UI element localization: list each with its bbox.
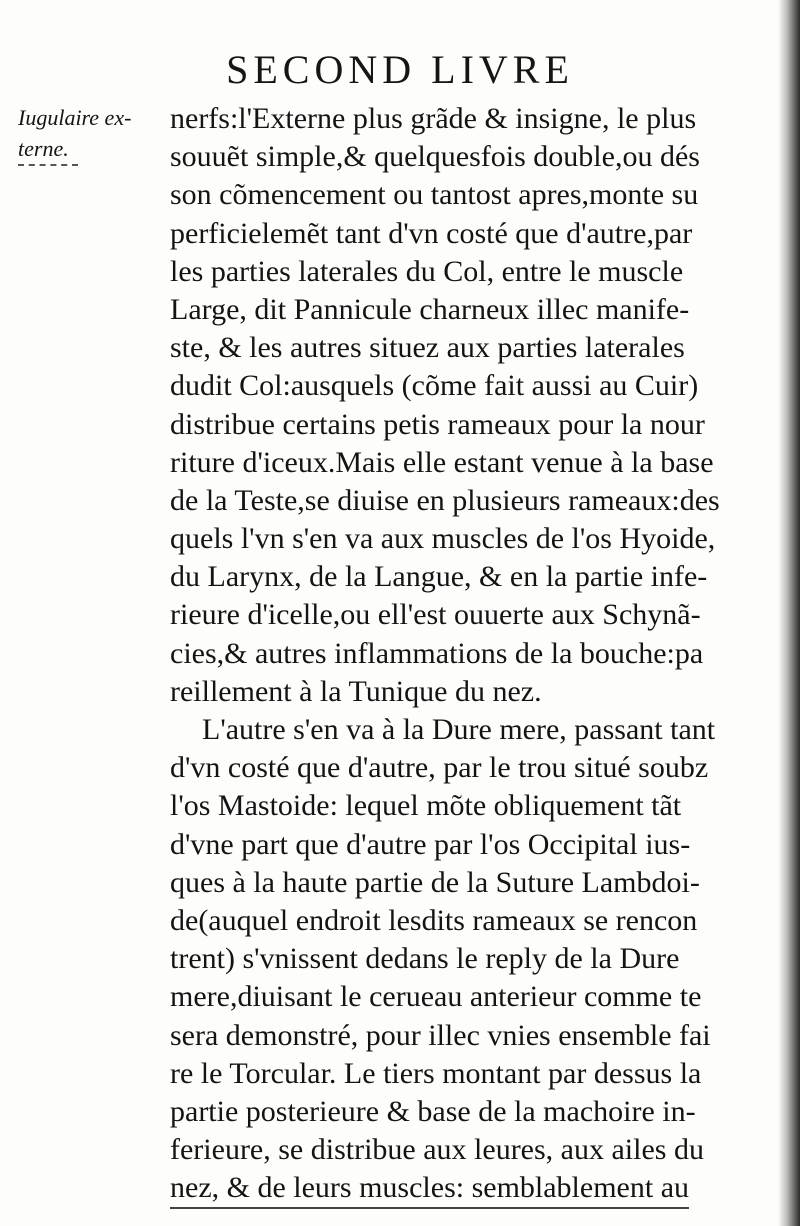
- text-line: perficielemẽt tant d'vn costé que d'autre,par: [170, 216, 693, 250]
- text-line: partie posterieure & base de la machoire in-: [170, 1094, 696, 1128]
- text-line: son cõmencement ou tantost apres,monte su: [170, 178, 699, 212]
- text-line: distribue certains petis rameaux pour la nour: [170, 407, 705, 441]
- text-line: nerfs:l'Externe plus grãde & insigne, le plus: [170, 102, 697, 135]
- text-line: ste, & les autres situez aux parties laterales: [170, 331, 685, 365]
- text-line: trent) s'vnissent dedans le reply de la Dure: [170, 942, 680, 976]
- text-line: ferieure, se distribue aux leures, aux ailes du: [170, 1133, 704, 1167]
- text-line: d'vne part que d'autre par l'os Occipital ius-: [170, 827, 691, 861]
- margin-note-line: Iugulaire ex-: [18, 105, 132, 130]
- margin-note: [18, 102, 168, 166]
- margin-note-line: terne.: [18, 133, 78, 166]
- page-edge-shadow: [778, 0, 800, 1226]
- text-line: de(auquel endroit lesdits rameaux se rencon: [170, 903, 698, 937]
- text-line: cies,& autres inflammations de la bouche:pa: [170, 636, 704, 670]
- text-line: mere,diuisant le cerueau anterieur comme te: [170, 980, 702, 1014]
- running-header: SECOND LIVRE: [226, 47, 574, 92]
- text-line: re le Torcular. Le tiers montant par dessus la: [170, 1056, 702, 1090]
- text-line: reillement à la Tunique du nez.: [170, 674, 542, 708]
- text-line: L'autre s'en va à la Dure mere, passant tant: [202, 713, 716, 746]
- text-line: dudit Col:ausquels (cõme fait aussi au Cuir): [170, 369, 699, 403]
- text-line: Large, dit Pannicule charneux illec manife-: [170, 292, 690, 326]
- text-line: d'vn costé que d'autre, par le trou situé soubz: [170, 751, 709, 785]
- text-line: ques à la haute partie de la Suture Lambdoi-: [170, 865, 700, 899]
- text-line: [170, 1169, 770, 1207]
- text-line: riture d'iceux.Mais elle estant venue à la base: [170, 445, 714, 479]
- text-line: de la Teste,se diuise en plusieurs rameaux:des: [170, 483, 720, 517]
- text-line: du Larynx, de la Langue, & en la partie infe-: [170, 560, 708, 594]
- last-text-line: nez, & de leurs muscles: semblablement au: [170, 1169, 689, 1209]
- text-line: quels l'vn s'en va aux muscles de l'os Hyoide,: [170, 522, 716, 556]
- body-text: [170, 100, 770, 1207]
- text-line: les parties laterales du Col, entre le muscle: [170, 254, 684, 288]
- text-line: l'os Mastoide: lequel mõte obliquement tãt: [170, 789, 682, 823]
- text-line: souuẽt simple,& quelquesfois double,ou dés: [170, 140, 700, 174]
- text-line: rieure d'icelle,ou ell'est ouuerte aux Schynã-: [170, 598, 701, 632]
- text-line: sera demonstré, pour illec vnies ensemble fai: [170, 1018, 711, 1052]
